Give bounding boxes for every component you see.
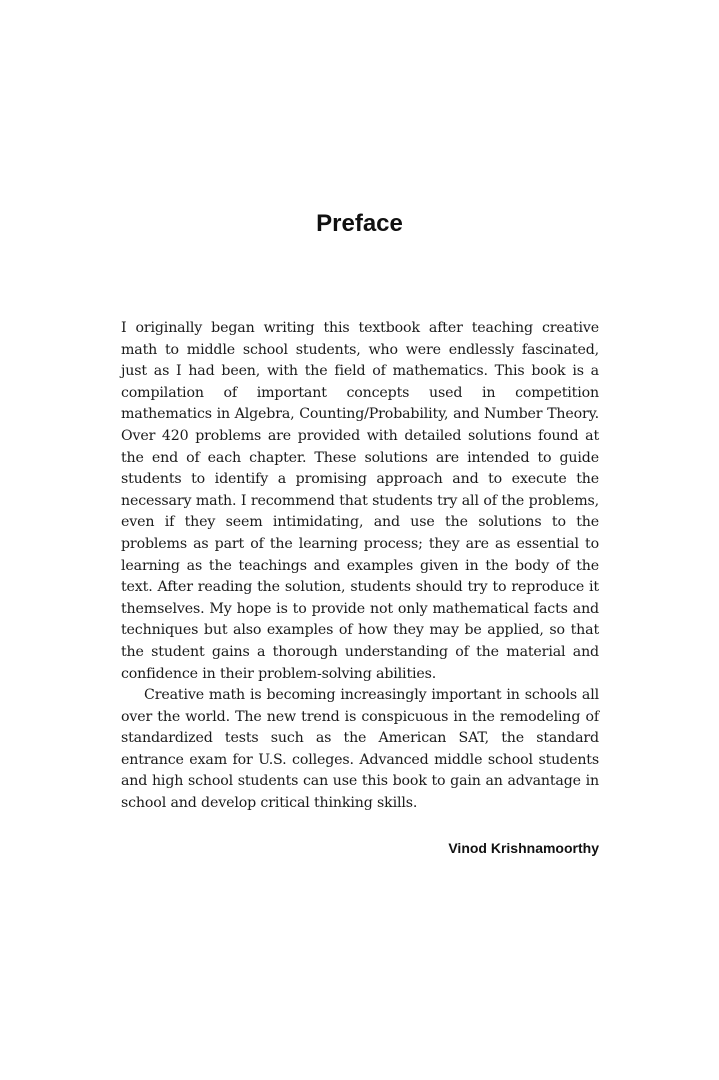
page-title: Preface (316, 210, 403, 237)
paragraph-2: Creative math is becoming increasingly important in schools all over the world. The new trend is conspicuous in the remodeling of standardized tests such as the American SAT, the standard entrance exam for U.S. colleges. Advanced middle school students and high school students can use this book to gain an advantage in school and develop critical thinking skills. (121, 687, 599, 812)
author-signature: Vinod Krishnamoorthy (448, 840, 599, 856)
preface-body (121, 318, 599, 815)
paragraph-1: I originally began writing this textbook after teaching creative math to middle school students, who were endlessly fascinated, just as I had been, with the field of mathematics. This book is a compilation of important concepts used in competition mathematics in Algebra, Counting/Probability, and Number Theory. Over 420 problems are provided with detailed solutions found at the end of each chapter. These solutions are intended to guide students to identify a promising approach and to execute the necessary math. I recommend that students try all of the problems, even if they seem intimidating, and use the solutions to the problems as part of the learning process; they are as essential to learning as the teachings and examples given in the body of the text. After reading the solution, students should try to reproduce it themselves. My hope is to provide not only mathematical facts and techniques but also examples of how they may be applied, so that the student gains a thorough understanding of the material and confidence in their problem-solving abilities. (121, 320, 599, 682)
